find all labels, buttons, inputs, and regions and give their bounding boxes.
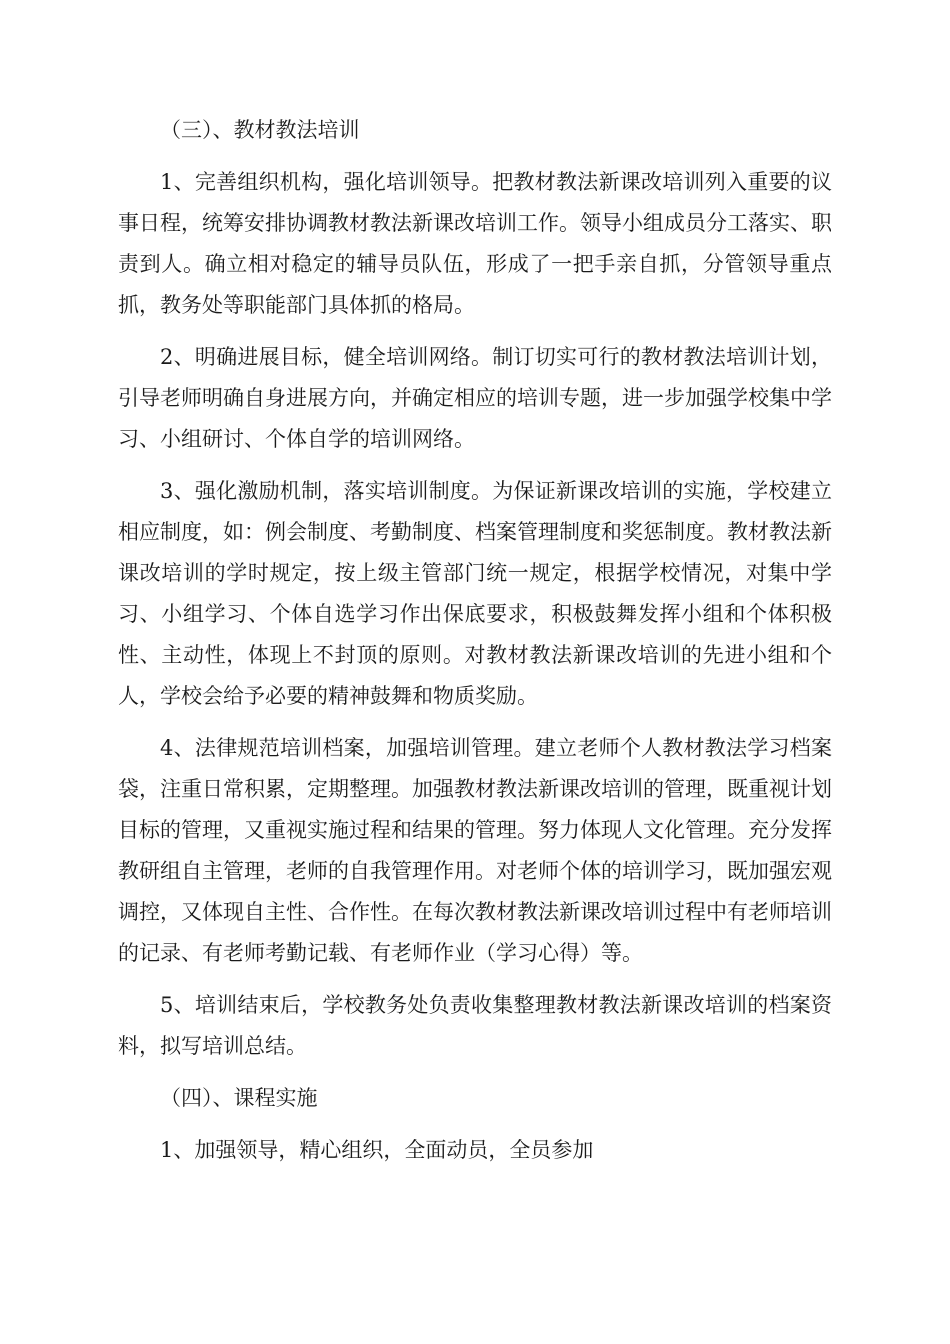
paragraph-3-1: 1、完善组织机构，强化培训领导。把教材教法新课改培训列入重要的议事日程，统筹安排协调教材教法新课改培训工作。领导小组成员分工落实、职责到人。确立相对稳定的辅导员队伍，形成了一把手亲自抓，分管领导重点抓，教务处等职能部门具体抓的格局。 [118,170,832,317]
paragraph-3-4: 4、法律规范培训档案，加强培训管理。建立老师个人教材教法学习档案袋，注重日常积累，定期整理。加强教材教法新课改培训的管理，既重视计划目标的管理，又重视实施过程和结果的管理。努力体现人文化管理。充分发挥教研组自主管理，老师的自我管理作用。对老师个体的培训学习，既加强宏观调控，又体现自主性、合作性。在每次教材教法新课改培训过程中有老师培训的记录、有老师考勤记载、有老师作业（学习心得）等。 [118,736,832,965]
section-heading-3: （三）、教材教法培训 [160,118,360,142]
paragraph-4-1: 1、加强领导，精心组织，全面动员，全员参加 [160,1138,594,1162]
paragraph-3-3: 3、强化激励机制，落实培训制度。为保证新课改培训的实施，学校建立相应制度，如：例会制度、考勤制度、档案管理制度和奖惩制度。教材教法新课改培训的学时规定，按上级主管部门统一规定，根据学校情况，对集中学习、小组学习、个体自选学习作出保底要求，积极鼓舞发挥小组和个体积极性、主动性，体现上不封顶的原则。对教材教法新课改培训的先进小组和个人，学校会给予必要的精神鼓舞和物质奖励。 [118,479,832,708]
paragraph-3-5: 5、培训结束后，学校教务处负责收集整理教材教法新课改培训的档案资料，拟写培训总结。 [118,993,832,1058]
paragraph-3-2: 2、明确进展目标，健全培训网络。制订切实可行的教材教法培训计划，引导老师明确自身进展方向，并确定相应的培训专题，进一步加强学校集中学习、小组研讨、个体自学的培训网络。 [118,345,832,451]
section-heading-4: （四）、课程实施 [160,1086,318,1110]
